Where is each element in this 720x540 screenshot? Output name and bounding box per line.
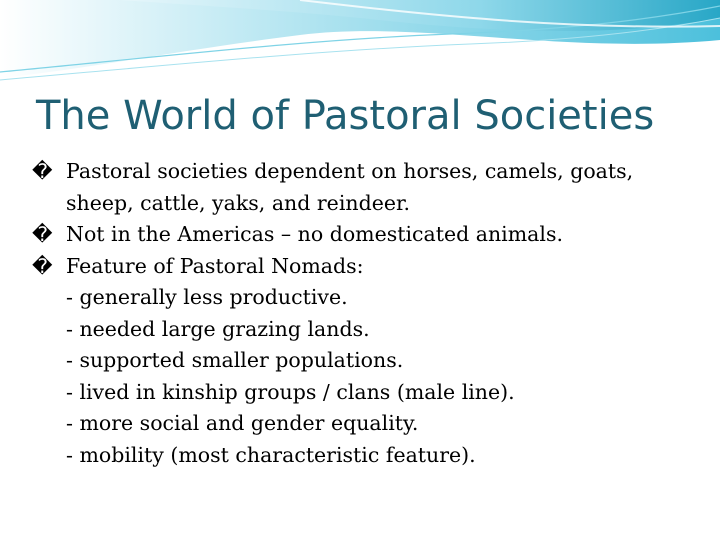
bullet-line: Feature of Pastoral Nomads: — [66, 253, 364, 278]
bullet-item — [32, 156, 702, 219]
sub-bullet-line: - more social and gender equality. — [66, 411, 419, 435]
bullet-item — [32, 219, 702, 251]
bullet-line: Pastoral societies dependent on horses, camels, goats, — [66, 159, 634, 183]
bullet-item — [32, 251, 702, 472]
sub-bullet-line: - lived in kinship groups / clans (male line). — [66, 379, 515, 404]
bullet-list — [32, 156, 702, 471]
slide-title: The World of Pastoral Societies — [36, 93, 655, 139]
decorative-wave-header — [0, 0, 720, 90]
sub-bullet-line: - supported smaller populations. — [66, 348, 404, 372]
bullet-line: Not in the Americas – no domesticated animals. — [66, 222, 563, 246]
bullet-marker-icon: � — [32, 253, 53, 278]
bullet-line: sheep, cattle, yaks, and reindeer. — [66, 190, 411, 215]
sub-bullet-line: - needed large grazing lands. — [66, 316, 370, 341]
bullet-marker-icon: � — [32, 159, 53, 183]
bullet-marker-icon: � — [32, 222, 53, 246]
sub-bullet-line: - mobility (most characteristic feature). — [66, 442, 476, 467]
sub-bullet-line: - generally less productive. — [66, 285, 348, 309]
